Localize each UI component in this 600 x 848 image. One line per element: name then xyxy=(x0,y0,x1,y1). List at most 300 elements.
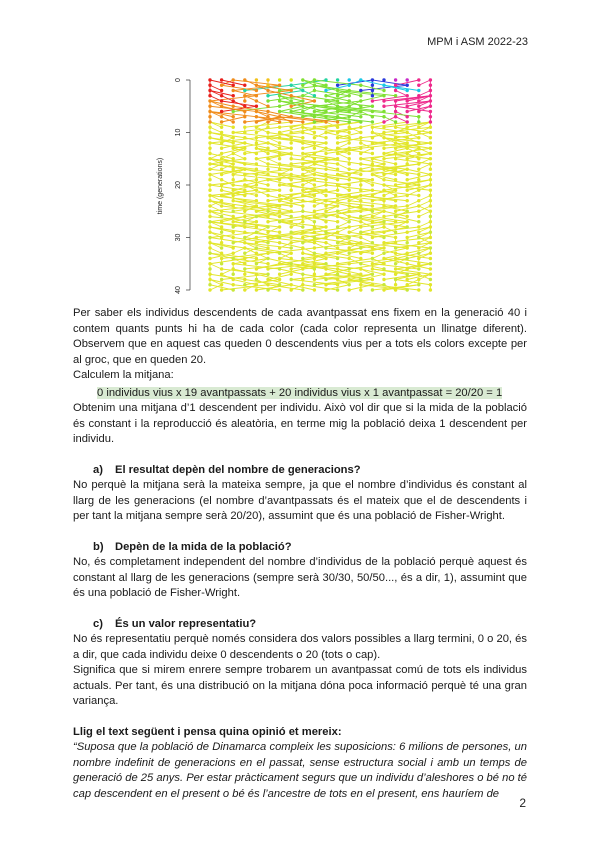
individual-dot xyxy=(278,236,281,239)
lineage-line xyxy=(396,280,431,285)
genealogy-figure xyxy=(150,70,450,302)
individual-dot xyxy=(232,278,235,281)
individual-dot xyxy=(255,278,258,281)
lineage-line xyxy=(419,80,431,85)
individual-dot xyxy=(371,99,374,102)
individual-dot xyxy=(278,273,281,276)
individual-dot xyxy=(232,199,235,202)
answer-a: No perquè la mitjana serà la mateixa sempre, ja que el nombre d’individus és constant al llarg de les generacions (el nombre d’avantpassats és el mateix que el de descendents i per tant la mitjana sempre serà 20/20), assumint que és una població de Fisher-Wright. xyxy=(73,479,527,522)
individual-dot xyxy=(359,267,362,270)
individual-dot xyxy=(394,99,397,102)
individual-dot xyxy=(406,225,409,228)
individual-dot xyxy=(243,162,246,165)
individual-dot xyxy=(255,157,258,160)
individual-dot xyxy=(266,168,269,171)
individual-dot xyxy=(220,152,223,155)
lineage-line xyxy=(419,164,431,169)
individual-dot xyxy=(336,105,339,108)
individual-dot xyxy=(266,194,269,197)
individual-dot xyxy=(255,94,258,97)
individual-dot xyxy=(243,278,246,281)
individual-dot xyxy=(232,283,235,286)
individual-dot xyxy=(429,131,432,134)
individual-dot xyxy=(336,162,339,165)
individual-dot xyxy=(278,252,281,255)
individual-dot xyxy=(301,183,304,186)
individual-dot xyxy=(359,157,362,160)
individual-dot xyxy=(429,152,432,155)
individual-dot xyxy=(313,194,316,197)
individual-dot xyxy=(290,110,293,113)
individual-dot xyxy=(208,157,211,160)
individual-dot xyxy=(348,110,351,113)
individual-dot xyxy=(429,283,432,286)
individual-dot xyxy=(417,283,420,286)
individual-dot xyxy=(336,131,339,134)
individual-dot xyxy=(406,288,409,291)
individual-dot xyxy=(301,89,304,92)
individual-dot xyxy=(406,215,409,218)
individual-dot xyxy=(208,252,211,255)
individual-dot xyxy=(290,99,293,102)
individual-dot xyxy=(266,78,269,81)
individual-dot xyxy=(382,204,385,207)
individual-dot xyxy=(359,220,362,223)
lineage-line xyxy=(210,175,222,180)
individual-dot xyxy=(266,189,269,192)
individual-dot xyxy=(220,236,223,239)
individual-dot xyxy=(232,267,235,270)
individual-dot xyxy=(336,215,339,218)
individual-dot xyxy=(382,241,385,244)
individual-dot xyxy=(232,288,235,291)
individual-dot xyxy=(324,189,327,192)
individual-dot xyxy=(429,278,432,281)
individual-dot xyxy=(382,273,385,276)
individual-dot xyxy=(336,115,339,118)
individual-dot xyxy=(290,89,293,92)
individual-dot xyxy=(406,236,409,239)
individual-dot xyxy=(290,141,293,144)
individual-dot xyxy=(336,157,339,160)
individual-dot xyxy=(232,189,235,192)
individual-dot xyxy=(394,183,397,186)
individual-dot xyxy=(348,204,351,207)
individual-dot xyxy=(301,241,304,244)
individual-dot xyxy=(406,257,409,260)
reading-title: Llig el text següent i pensa quina opinió et mereix: xyxy=(73,725,342,738)
lineage-line xyxy=(210,248,222,253)
individual-dot xyxy=(324,257,327,260)
individual-dot xyxy=(313,231,316,234)
individual-dot xyxy=(266,215,269,218)
individual-dot xyxy=(359,241,362,244)
individual-dot xyxy=(208,199,211,202)
individual-dot xyxy=(336,288,339,291)
individual-dot xyxy=(278,152,281,155)
individual-dot xyxy=(232,84,235,87)
individual-dot xyxy=(278,204,281,207)
individual-dot xyxy=(266,199,269,202)
individual-dot xyxy=(371,225,374,228)
individual-dot xyxy=(406,147,409,150)
individual-dot xyxy=(359,120,362,123)
individual-dot xyxy=(278,89,281,92)
individual-dot xyxy=(324,147,327,150)
individual-dot xyxy=(266,231,269,234)
individual-dot xyxy=(371,168,374,171)
lineage-line xyxy=(419,196,431,201)
individual-dot xyxy=(336,204,339,207)
individual-dot xyxy=(220,199,223,202)
lineage-line xyxy=(372,253,384,258)
individual-dot xyxy=(220,120,223,123)
individual-dot xyxy=(301,105,304,108)
individual-dot xyxy=(417,199,420,202)
individual-dot xyxy=(406,78,409,81)
individual-dot xyxy=(255,183,258,186)
individual-dot xyxy=(208,231,211,234)
individual-dot xyxy=(266,120,269,123)
individual-dot xyxy=(278,288,281,291)
individual-dot xyxy=(394,220,397,223)
individual-dot xyxy=(255,136,258,139)
individual-dot xyxy=(232,178,235,181)
individual-dot xyxy=(313,288,316,291)
individual-dot xyxy=(429,120,432,123)
individual-dot xyxy=(278,105,281,108)
individual-dot xyxy=(301,204,304,207)
individual-dot xyxy=(406,168,409,171)
individual-dot xyxy=(429,110,432,113)
individual-dot xyxy=(429,115,432,118)
individual-dot xyxy=(382,126,385,129)
individual-dot xyxy=(348,241,351,244)
individual-dot xyxy=(266,131,269,134)
individual-dot xyxy=(290,267,293,270)
individual-dot xyxy=(232,246,235,249)
individual-dot xyxy=(359,178,362,181)
individual-dot xyxy=(232,78,235,81)
individual-dot xyxy=(278,131,281,134)
individual-dot xyxy=(417,225,420,228)
individual-dot xyxy=(301,273,304,276)
individual-dot xyxy=(371,178,374,181)
individual-dot xyxy=(208,99,211,102)
individual-dot xyxy=(394,241,397,244)
individual-dot xyxy=(382,115,385,118)
individual-dot xyxy=(371,278,374,281)
individual-dot xyxy=(394,204,397,207)
individual-dot xyxy=(208,246,211,249)
individual-dot xyxy=(382,288,385,291)
individual-dot xyxy=(313,110,316,113)
individual-dot xyxy=(348,94,351,97)
individual-dot xyxy=(220,273,223,276)
individual-dot xyxy=(417,189,420,192)
individual-dot xyxy=(243,115,246,118)
individual-dot xyxy=(429,99,432,102)
individual-dot xyxy=(336,236,339,239)
individual-dot xyxy=(371,220,374,223)
individual-dot xyxy=(255,141,258,144)
individual-dot xyxy=(232,257,235,260)
individual-dot xyxy=(336,220,339,223)
individual-dot xyxy=(359,283,362,286)
individual-dot xyxy=(336,246,339,249)
individual-dot xyxy=(220,168,223,171)
individual-dot xyxy=(348,267,351,270)
individual-dot xyxy=(208,94,211,97)
individual-dot xyxy=(255,210,258,213)
individual-dot xyxy=(208,84,211,87)
individual-dot xyxy=(359,89,362,92)
individual-dot xyxy=(232,162,235,165)
individual-dot xyxy=(406,204,409,207)
individual-dot xyxy=(208,168,211,171)
individual-dot xyxy=(324,225,327,228)
individual-dot xyxy=(255,225,258,228)
individual-dot xyxy=(336,141,339,144)
individual-dot xyxy=(359,210,362,213)
individual-dot xyxy=(220,157,223,160)
individual-dot xyxy=(417,162,420,165)
individual-dot xyxy=(394,126,397,129)
individual-dot xyxy=(243,241,246,244)
individual-dot xyxy=(208,152,211,155)
individual-dot xyxy=(278,183,281,186)
individual-dot xyxy=(394,225,397,228)
individual-dot xyxy=(417,173,420,176)
y-tick-label: 0 xyxy=(175,78,182,82)
individual-dot xyxy=(429,183,432,186)
individual-dot xyxy=(313,168,316,171)
question-c-heading xyxy=(73,617,527,633)
individual-dot xyxy=(255,194,258,197)
individual-dot xyxy=(301,257,304,260)
individual-dot xyxy=(406,283,409,286)
individual-dot xyxy=(243,84,246,87)
individual-dot xyxy=(429,225,432,228)
individual-dot xyxy=(371,147,374,150)
individual-dot xyxy=(255,152,258,155)
individual-dot xyxy=(394,115,397,118)
individual-dot xyxy=(394,278,397,281)
individual-dot xyxy=(290,288,293,291)
individual-dot xyxy=(429,94,432,97)
individual-dot xyxy=(371,141,374,144)
individual-dot xyxy=(220,215,223,218)
individual-dot xyxy=(266,278,269,281)
individual-dot xyxy=(301,236,304,239)
individual-dot xyxy=(301,210,304,213)
individual-dot xyxy=(324,252,327,255)
individual-dot xyxy=(394,131,397,134)
individual-dot xyxy=(406,131,409,134)
individual-dot xyxy=(348,231,351,234)
individual-dot xyxy=(417,246,420,249)
individual-dot xyxy=(255,162,258,165)
individual-dot xyxy=(266,288,269,291)
individual-dot xyxy=(406,241,409,244)
individual-dot xyxy=(417,78,420,81)
individual-dot xyxy=(429,105,432,108)
individual-dot xyxy=(417,210,420,213)
individual-dot xyxy=(348,262,351,265)
individual-dot xyxy=(301,288,304,291)
individual-dot xyxy=(243,273,246,276)
individual-dot xyxy=(324,236,327,239)
individual-dot xyxy=(359,262,362,265)
individual-dot xyxy=(301,131,304,134)
individual-dot xyxy=(232,126,235,129)
individual-dot xyxy=(243,157,246,160)
individual-dot xyxy=(255,241,258,244)
individual-dot xyxy=(290,204,293,207)
individual-dot xyxy=(417,99,420,102)
individual-dot xyxy=(382,99,385,102)
individual-dot xyxy=(336,84,339,87)
individual-dot xyxy=(243,220,246,223)
individual-dot xyxy=(324,110,327,113)
individual-dot xyxy=(208,236,211,239)
individual-dot xyxy=(371,189,374,192)
individual-dot xyxy=(301,278,304,281)
individual-dot xyxy=(417,194,420,197)
individual-dot xyxy=(394,246,397,249)
individual-dot xyxy=(220,283,223,286)
individual-dot xyxy=(243,147,246,150)
individual-dot xyxy=(348,131,351,134)
individual-dot xyxy=(301,120,304,123)
individual-dot xyxy=(429,136,432,139)
individual-dot xyxy=(371,105,374,108)
individual-dot xyxy=(220,94,223,97)
individual-dot xyxy=(301,225,304,228)
individual-dot xyxy=(371,241,374,244)
individual-dot xyxy=(255,283,258,286)
lineage-line xyxy=(338,154,350,159)
individual-dot xyxy=(255,110,258,113)
individual-dot xyxy=(324,105,327,108)
individual-dot xyxy=(394,157,397,160)
individual-dot xyxy=(417,136,420,139)
individual-dot xyxy=(394,136,397,139)
individual-dot xyxy=(371,215,374,218)
individual-dot xyxy=(406,273,409,276)
individual-dot xyxy=(429,252,432,255)
individual-dot xyxy=(406,278,409,281)
individual-dot xyxy=(313,267,316,270)
individual-dot xyxy=(348,89,351,92)
individual-dot xyxy=(232,215,235,218)
individual-dot xyxy=(336,173,339,176)
individual-dot xyxy=(324,183,327,186)
individual-dot xyxy=(255,120,258,123)
lineage-line xyxy=(361,238,373,243)
individual-dot xyxy=(220,225,223,228)
individual-dot xyxy=(359,147,362,150)
individual-dot xyxy=(220,183,223,186)
individual-dot xyxy=(417,94,420,97)
individual-dot xyxy=(243,173,246,176)
individual-dot xyxy=(348,126,351,129)
individual-dot xyxy=(371,231,374,234)
individual-dot xyxy=(301,162,304,165)
individual-dot xyxy=(359,257,362,260)
individual-dot xyxy=(290,152,293,155)
individual-dot xyxy=(382,84,385,87)
individual-dot xyxy=(324,173,327,176)
individual-dot xyxy=(406,252,409,255)
individual-dot xyxy=(232,210,235,213)
individual-dot xyxy=(290,194,293,197)
individual-dot xyxy=(208,131,211,134)
individual-dot xyxy=(348,84,351,87)
question-b-title: Depèn de la mida de la població? xyxy=(115,540,292,553)
individual-dot xyxy=(348,136,351,139)
individual-dot xyxy=(348,236,351,239)
individual-dot xyxy=(429,257,432,260)
individual-dot xyxy=(417,178,420,181)
individual-dot xyxy=(278,283,281,286)
individual-dot xyxy=(301,99,304,102)
individual-dot xyxy=(336,267,339,270)
individual-dot xyxy=(208,89,211,92)
individual-dot xyxy=(348,99,351,102)
individual-dot xyxy=(220,84,223,87)
individual-dot xyxy=(208,126,211,129)
individual-dot xyxy=(406,189,409,192)
individual-dot xyxy=(255,89,258,92)
individual-dot xyxy=(278,173,281,176)
individual-dot xyxy=(382,236,385,239)
individual-dot xyxy=(243,89,246,92)
individual-dot xyxy=(417,267,420,270)
individual-dot xyxy=(255,189,258,192)
individual-dot xyxy=(313,126,316,129)
individual-dot xyxy=(232,141,235,144)
individual-dot xyxy=(278,157,281,160)
individual-dot xyxy=(429,241,432,244)
individual-dot xyxy=(313,141,316,144)
individual-dot xyxy=(371,115,374,118)
individual-dot xyxy=(232,136,235,139)
individual-dot xyxy=(301,84,304,87)
individual-dot xyxy=(382,110,385,113)
question-a-title: El resultat depèn del nombre de generacions? xyxy=(115,463,361,476)
individual-dot xyxy=(266,89,269,92)
individual-dot xyxy=(220,105,223,108)
individual-dot xyxy=(336,199,339,202)
individual-dot xyxy=(255,246,258,249)
individual-dot xyxy=(359,194,362,197)
individual-dot xyxy=(406,157,409,160)
individual-dot xyxy=(417,236,420,239)
individual-dot xyxy=(290,210,293,213)
individual-dot xyxy=(266,157,269,160)
individual-dot xyxy=(278,220,281,223)
individual-dot xyxy=(406,141,409,144)
individual-dot xyxy=(243,168,246,171)
individual-dot xyxy=(208,194,211,197)
individual-dot xyxy=(266,220,269,223)
individual-dot xyxy=(394,89,397,92)
individual-dot xyxy=(406,110,409,113)
individual-dot xyxy=(232,194,235,197)
individual-dot xyxy=(208,189,211,192)
individual-dot xyxy=(406,262,409,265)
